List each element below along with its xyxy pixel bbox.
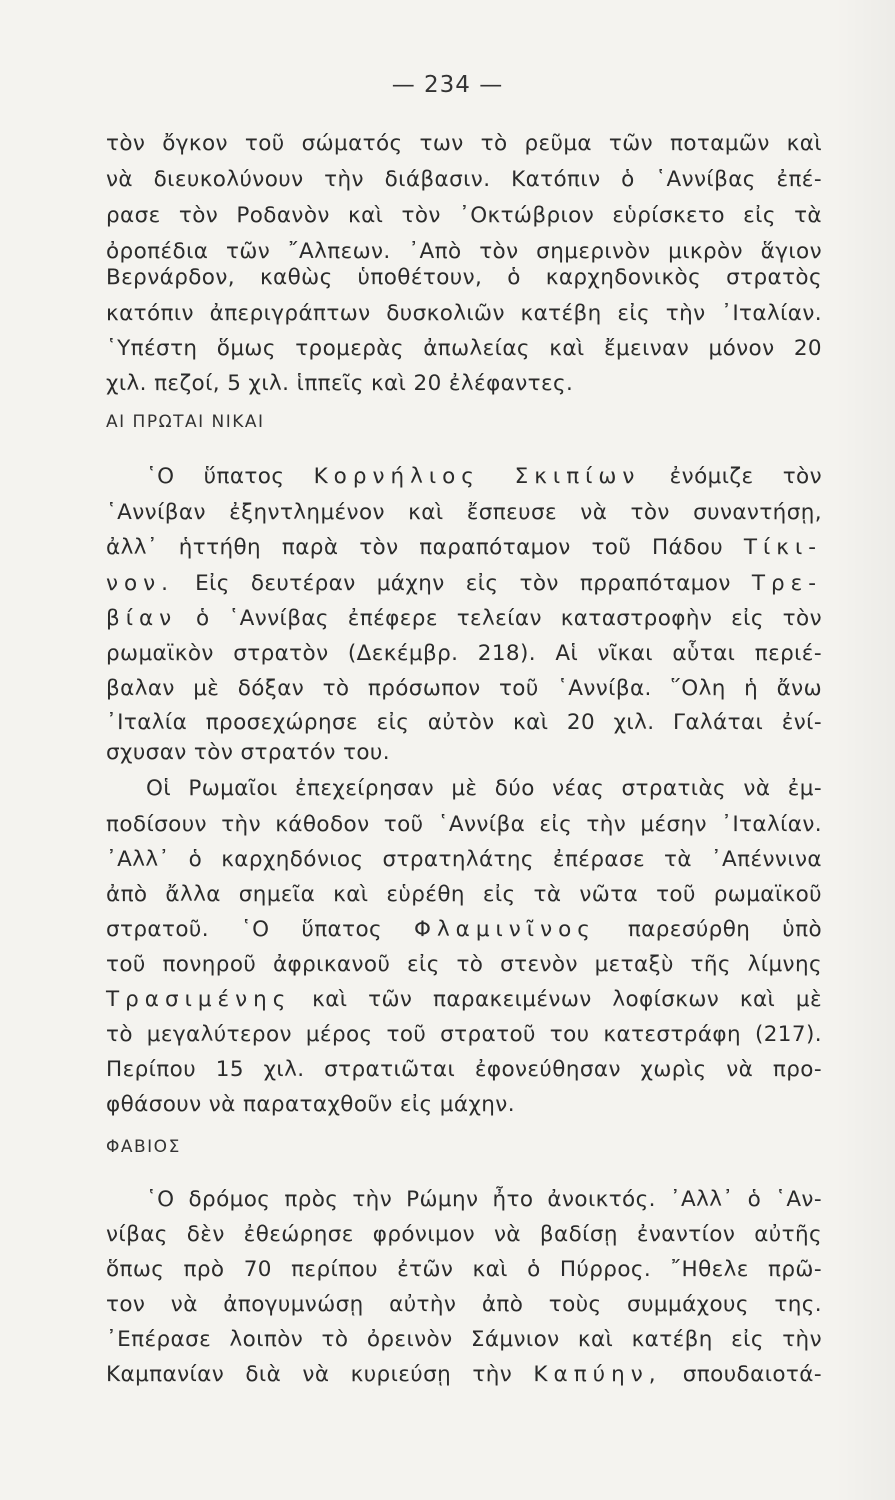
text-line: βαλαν μὲ δόξαν τὸ πρόσωπον τοῦ ῾Αννίβα. ῞Ολη ἡ ἄνω <box>106 676 822 701</box>
text-line: ῾Ο ὕπατος Κορνήλιος Σκιπίων ἐνόμιζε τὸν <box>146 464 823 489</box>
spaced-name: Τρασιμένης <box>106 987 292 1012</box>
page-number: — 234 — <box>391 72 504 98</box>
text-line: Περίπου 15 χιλ. στρατιῶται ἐφονεύθησαν χωρὶς νὰ προ- <box>106 1057 822 1082</box>
text-line: σχυσαν τὸν στρατόν του. <box>106 740 390 765</box>
text-line: ὀροπέδια τῶν ῎Αλπεων. ᾿Απὸ τὸν σημερινὸν μικρὸν ἅγιον <box>106 239 822 264</box>
spaced-name: Τρε- <box>751 571 822 596</box>
spaced-name: βίαν <box>106 606 178 631</box>
text-line: ὅπως πρὸ 70 περίπου ἐτῶν καὶ ὁ Πύρρος. ῎Ηθελε πρῶ- <box>106 1257 822 1282</box>
text-line: ἀπὸ ἄλλα σημεῖα καὶ εὑρέθη εἰς τὰ νῶτα τοῦ ρωμαϊκοῦ <box>106 882 822 907</box>
text-line: Τρασιμένης καὶ τῶν παρακειμένων λοφίσκων καὶ μὲ <box>106 987 822 1012</box>
text-line: νὰ διευκολύνουν τὴν διάβασιν. Κατόπιν ὁ ῾Αννίβας ἐπέ- <box>106 167 822 192</box>
section-heading: ΦΑΒΙΟΣ <box>106 1137 181 1157</box>
text-line: ᾿Ιταλία προσεχώρησε εἰς αὐτὸν καὶ 20 χιλ. Γαλάται ἐνί- <box>106 710 822 735</box>
spaced-name: Φλαμινῖνος <box>414 917 596 942</box>
spaced-name: Καπύην, <box>533 1362 662 1387</box>
text-line: τὸν ὄγκον τοῦ σώματός των τὸ ρεῦμα τῶν ποταμῶν καὶ <box>106 131 822 156</box>
text-line: ῾Ο δρόμος πρὸς τὴν Ρώμην ἦτο ἀνοικτός. ᾿Αλλ᾿ ὁ ῾Αν- <box>146 1187 822 1212</box>
text-line: ρωμαϊκὸν στρατὸν (Δεκέμβρ. 218). Αἱ νῖκαι αὗται περιέ- <box>106 641 822 666</box>
text-line: τοῦ πονηροῦ ἀφρικανοῦ εἰς τὸ στενὸν μεταξὺ τῆς λίμνης <box>106 952 822 977</box>
text-line: φθάσουν νὰ παραταχθοῦν εἰς μάχην. <box>106 1092 515 1117</box>
text-line: ῾Υπέστη ὅμως τρομερὰς ἀπωλείας καὶ ἔμειναν μόνον 20 <box>106 336 822 361</box>
page-edge-shadow <box>835 0 895 1500</box>
text-line: ρασε τὸν Ροδανὸν καὶ τὸν ᾿Οκτώβριον εὑρίσκετο εἰς τὰ <box>106 203 822 228</box>
spaced-name: νον. <box>106 571 175 596</box>
text-line: ῾Αννίβαν ἐξηντλημένον καὶ ἔσπευσε νὰ τὸν συναντήσῃ, <box>106 500 822 525</box>
text-line: τον νὰ ἀπογυμνώσῃ αὐτὴν ἀπὸ τοὺς συμμάχους της. <box>106 1292 822 1317</box>
text-line: βίαν ὁ ῾Αννίβας ἐπέφερε τελείαν καταστροφὴν εἰς τὸν <box>106 606 822 631</box>
text-line: νίβας δὲν ἐθεώρησε φρόνιμον νὰ βαδίσῃ ἐναντίον αὐτῆς <box>106 1222 822 1247</box>
text-line: χιλ. πεζοί, 5 χιλ. ἱππεῖς καὶ 20 ἐλέφαντες. <box>106 371 574 396</box>
spaced-name: Τίκι- <box>743 535 823 560</box>
text-line: Βερνάρδον, καθὼς ὑποθέτουν, ὁ καρχηδονικὸς στρατὸς <box>106 265 822 290</box>
text-line: Οἱ Ρωμαῖοι ἐπεχείρησαν μὲ δύο νέας στρατιὰς νὰ ἐμ- <box>146 776 822 801</box>
text-line: τὸ μεγαλύτερον μέρος τοῦ στρατοῦ του κατεστράφη (217). <box>106 1022 822 1047</box>
spaced-name: Κορνήλιος Σκιπίων <box>313 464 641 489</box>
text-line: στρατοῦ. ῾Ο ὕπατος Φλαμινῖνος παρεσύρθη ὑπὸ <box>106 917 823 942</box>
text-line: νον. Εἰς δευτέραν μάχην εἰς τὸν πρραπόταμον Τρε- <box>106 571 822 596</box>
section-heading: ΑΙ ΠΡΩΤΑΙ ΝΙΚΑΙ <box>106 412 265 432</box>
text-line: ἀλλ᾿ ἡττήθη παρὰ τὸν παραπόταμον τοῦ Πάδου Τίκι- <box>106 535 823 560</box>
text-line: Καμπανίαν διὰ νὰ κυριεύσῃ τὴν Καπύην, σπουδαιοτά- <box>106 1362 822 1387</box>
text-line: κατόπιν ἀπεριγράπτων δυσκολιῶν κατέβη εἰς τὴν ᾿Ιταλίαν. <box>106 301 822 326</box>
text-line: ᾿Επέρασε λοιπὸν τὸ ὀρεινὸν Σάμνιον καὶ κατέβη εἰς τὴν <box>106 1327 822 1352</box>
text-line: ποδίσουν τὴν κάθοδον τοῦ ῾Αννίβα εἰς τὴν μέσην ᾿Ιταλίαν. <box>106 812 822 837</box>
text-line: ᾿Αλλ᾿ ὁ καρχηδόνιος στρατηλάτης ἐπέρασε τὰ ᾿Απέννινα <box>106 847 822 872</box>
